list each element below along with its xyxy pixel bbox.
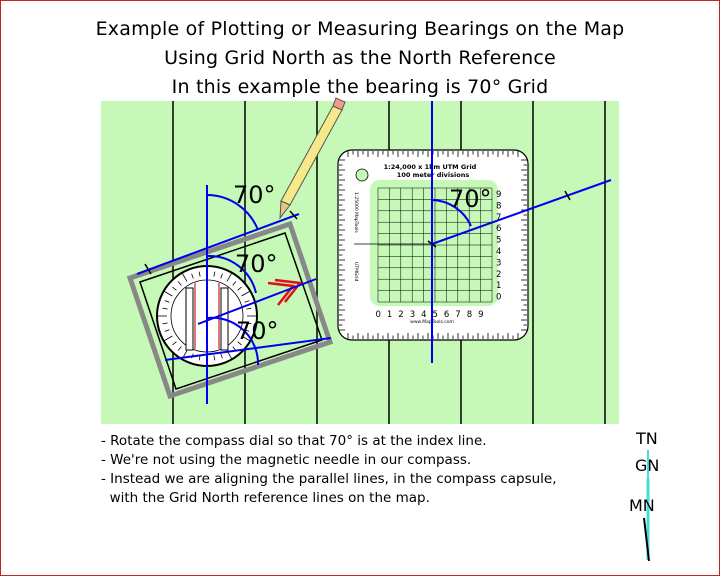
y-scale-label: 4: [496, 247, 502, 257]
y-scale-label: 1: [496, 281, 502, 292]
title-line-1: Example of Plotting or Measuring Bearings on the Map: [95, 18, 625, 40]
protractor-y-scale: [496, 190, 501, 303]
x-scale-label: 4: [421, 310, 427, 320]
x-scale-label: 9: [478, 310, 484, 320]
magnetic-north-label: MN: [629, 496, 655, 515]
x-scale-label: 0: [375, 310, 381, 320]
angle-label-3: 70°: [236, 317, 279, 345]
angle-label-1: 70°: [233, 181, 276, 209]
x-scale-label: 8: [466, 310, 473, 320]
protractor-side-label-2: UTMGrid: [353, 262, 358, 282]
y-scale-label: 0: [496, 292, 502, 303]
x-scale-label: 3: [409, 310, 416, 320]
y-scale-label: 3: [496, 258, 502, 269]
note-line-3: - Instead we are aligning the parallel lines, in the compass capsule,: [101, 471, 557, 487]
protractor-hole: [356, 169, 368, 181]
angle-label-4: 70°: [449, 185, 492, 213]
y-scale-label: 5: [496, 235, 502, 246]
y-scale-label: 8: [496, 201, 502, 212]
y-scale-label: 2: [496, 269, 502, 280]
x-scale-label: 6: [443, 310, 450, 320]
angle-label-2: 70°: [235, 250, 278, 278]
grid-north-label: GN: [635, 456, 660, 475]
title-line-3: In this example the bearing is 70° Grid: [171, 76, 549, 98]
note-line-1: - Rotate the compass dial so that 70° is at the index line.: [101, 433, 487, 449]
note-line-2: - We're not using the magnetic needle in our compass.: [101, 452, 472, 468]
protractor-heading: 1:24,000 x 1km UTM Grid: [383, 163, 477, 171]
dial-needle-left: [186, 288, 193, 350]
protractor-website: www.MapTools.com: [410, 320, 454, 325]
x-scale-label: 2: [398, 310, 404, 320]
true-north-label: TN: [636, 429, 658, 448]
note-line-4: with the Grid North reference lines on the map.: [101, 490, 430, 506]
y-scale-label: 9: [496, 190, 502, 200]
y-scale-label: 6: [496, 224, 502, 235]
x-scale-label: 5: [432, 310, 438, 320]
protractor-side-label: 1:25000 MapTools: [353, 192, 358, 233]
y-scale-label: 7: [496, 212, 502, 223]
instruction-notes: [101, 432, 557, 508]
protractor-subheading: 100 meter divisions: [396, 171, 470, 179]
x-scale-label: 1: [386, 310, 393, 320]
title-line-2: Using Grid North as the North Reference: [164, 47, 556, 69]
x-scale-label: 7: [455, 310, 461, 320]
